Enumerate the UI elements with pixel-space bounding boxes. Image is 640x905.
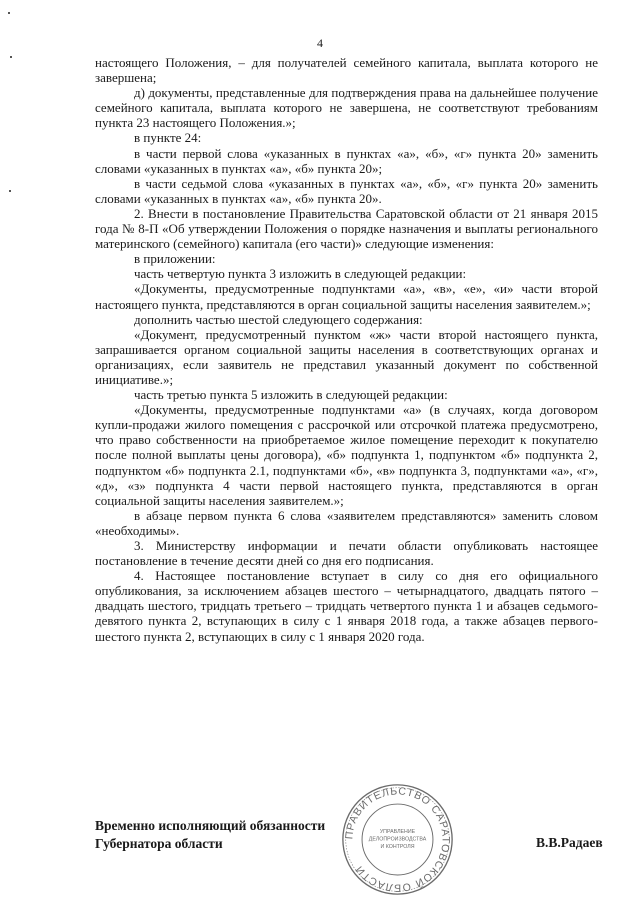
paragraph: в пункте 24: (134, 130, 202, 146)
paragraph: в абзаце первом пункта 6 слова «заявителем представляются» заменить словом «необходимы». (95, 507, 598, 538)
paragraph: часть четвертую пункта 3 изложить в следующей редакции: (134, 266, 467, 282)
scan-speck (8, 12, 10, 14)
signer-name: В.В.Радаев (536, 835, 603, 850)
page-number: 4 (317, 36, 323, 50)
seal-outer-text: ПРАВИТЕЛЬСТВО САРАТОВСКОЙ ОБЛАСТИ (343, 785, 452, 894)
signature-block (95, 817, 325, 853)
paragraph: часть третью пункта 5 изложить в следующей редакции: (134, 387, 448, 403)
paragraph: в части седьмой слова «указанных в пунктах «а», «б», «г» пункта 20» заменить словами «указанных в пунктах «а», «б» пункта 20». (95, 175, 598, 206)
seal-inner-line: ДЕЛОПРОИЗВОДСТВА (368, 836, 427, 843)
paragraph: дополнить частью шестой следующего содержания: (134, 311, 423, 327)
seal-inner-line: УПРАВЛЕНИЕ (379, 828, 416, 835)
paragraph: «Документы, предусмотренные подпунктами «а», «в», «е», «и» части второй настоящего пункта, представляются в орган социальной защиты населения заявителем.»; (95, 281, 598, 312)
paragraph: 3. Министерству информации и печати области опубликовать настоящее постановление в течение десяти дней со дня его подписания. (95, 538, 598, 569)
document-body (95, 55, 598, 644)
paragraph: 4. Настоящее постановление вступает в силу со дня его официального опубликования, за исключением абзацев шестого – четырнадцатого, двадцать пятого – двадцать шестого, тридцать третьего – тридцать четвертого пункта 1 и абзацев седьмого-девятого пункта 2, вступающих в силу с 1 января 2018 года, а также абзацев первого-шестого пункта 2, вступающих в силу с 1 января 2020 года. (95, 568, 598, 644)
seal-inner-line: И КОНТРОЛЯ (380, 844, 415, 851)
official-seal (340, 782, 455, 897)
paragraph: «Документ, предусмотренный пунктом «ж» части второй настоящего пункта, запрашивается органом социальной защиты населения в соответствующих органах и организациях, если заявитель не представил указанный документ по собственной инициативе.»; (95, 326, 598, 387)
paragraph: настоящего Положения, – для получателей семейного капитала, выплата которого не завершена; (95, 55, 598, 86)
signer-position: Губернатора области (95, 836, 223, 851)
paragraph: в приложении: (134, 251, 216, 267)
paragraph: в части первой слова «указанных в пунктах «а», «б», «г» пункта 20» заменить словами «указанных в пунктах «а», «б» пункта 20»; (95, 145, 598, 176)
paragraph: д) документы, представленные для подтверждения права на дальнейшее получение семейного капитала, выплата которого не завершена, не соответствуют требованиям пункта 23 настоящего Положения.»; (95, 85, 598, 131)
paragraph: «Документы, предусмотренные подпунктами «а» (в случаях, когда договором купли-продажи жилого помещения с рассрочкой или отсрочкой платежа предусмотрено, что право собственности на приобретаемое жилое помещение переходит к покупателю после полной выплаты цены договора), «б» подпункта 1, подпунктом «б» подпункта 2, подпунктом «б» подпункта 2.1, подпунктами «б», «в» подпункта 3, подпунктами «а», «г», «д», «з» подпункта 4 части первой настоящего пункта, представляются в орган социальной защиты населения заявителем.»; (95, 402, 598, 508)
scan-speck (10, 56, 12, 58)
paragraph: 2. Внести в постановление Правительства Саратовской области от 21 января 2015 года № 8-П «Об утверждении Положения о порядке назначения и выплаты регионального материнского (семейного) капитала (его части)» следующие изменения: (95, 205, 598, 252)
seal-graphic (340, 782, 455, 897)
signer-position: Временно исполняющий обязанности (95, 818, 326, 833)
scan-speck (9, 190, 11, 192)
